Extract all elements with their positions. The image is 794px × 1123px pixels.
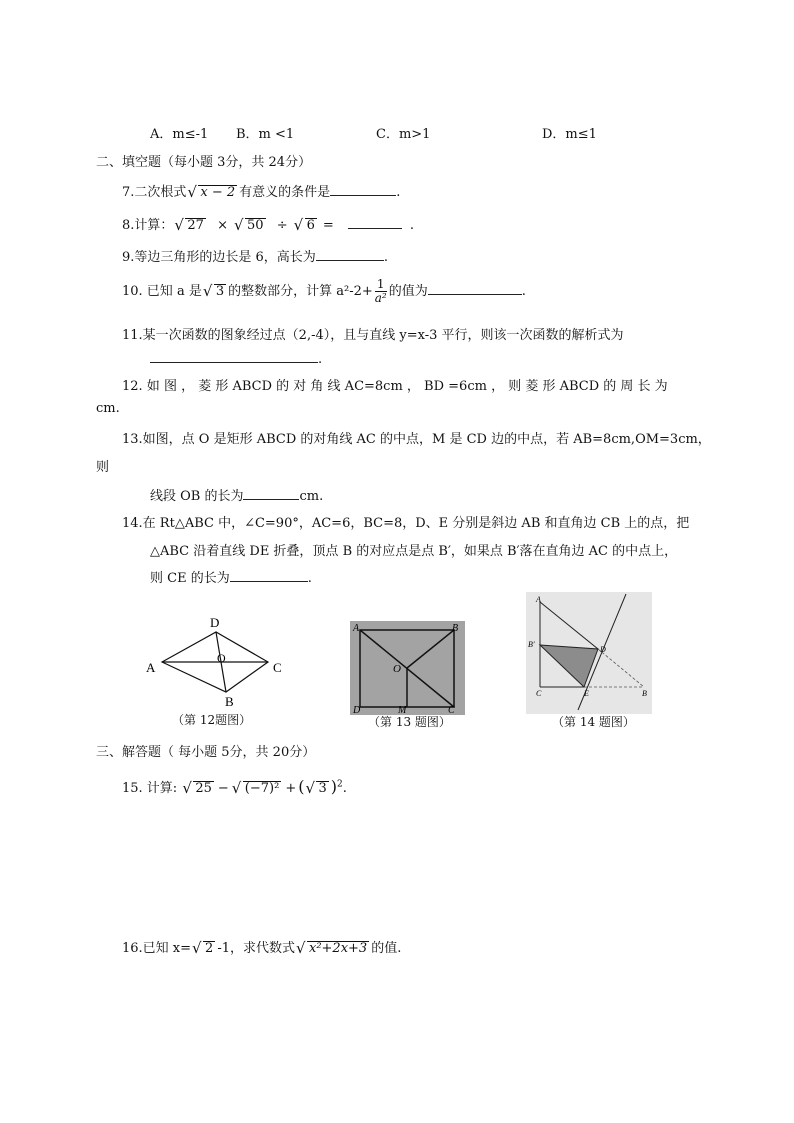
q9-text: 9.等边三角形的边长是 6，高长为 [122,250,316,265]
q15-plus: + [285,781,297,796]
question-14-line-1: 14.在 Rt△ABC 中，∠C=90°，AC=6，BC=8，D、E 分别是斜边 AB 和直角边 CB 上的点，把 [122,516,690,531]
figure-14-caption: （第 14 题图） [552,715,635,729]
q7-end: . [396,185,401,200]
q10-answer-blank[interactable] [428,282,522,295]
section-2-title: 二、填空题（每小题 3分，共 24分） [96,155,312,170]
question-13-line-1: 13.如图，点 O 是矩形 ABCD 的对角线 AC 的中点，M 是 CD 边的中点，若 AB=8cm,OM=3cm， [122,432,711,447]
question-11-line-1: 11.某一次函数的图象经过点（2,-4），且与直线 y=x-3 平行，则该一次函数的解析式为 [122,328,624,343]
question-13-line-3 [150,485,323,504]
q7-suffix: 有意义的条件是 [239,185,331,200]
fig14-label-a: A [536,595,541,604]
fig14-label-e: E [584,689,589,698]
option-a: A．m≤-1 [150,127,209,142]
q8-eq: = [322,218,334,233]
fig12-label-b: B [225,694,234,709]
q16-radical-2: √ x²+2x+3 [297,941,369,956]
option-c: C．m>1 [376,127,431,142]
figure-14-triangle [526,592,652,714]
fig12-label-o: O [217,651,226,665]
q16-suffix: 的值. [371,941,402,956]
question-7 [122,181,400,200]
q13-answer-blank[interactable] [243,487,299,500]
q16-radical-1: √ 2 [193,941,215,956]
question-12-line-1: 12. 如 图 ， 菱 形 ABCD 的 对 角 线 AC=8cm ， BD =6cm ， 则 菱 形 ABCD 的 周 长 为 [122,379,668,394]
fig14-label-c: C [536,689,542,698]
q13-suffix: cm. [299,489,324,504]
question-9 [122,246,388,265]
q8-prefix: 8.计算： [122,218,174,233]
q14-answer-blank[interactable] [230,569,308,582]
question-14-line-3 [150,567,312,586]
question-14-line-2: △ABC 沿着直线 DE 折叠，顶点 B 的对应点是点 B′，如果点 B′落在直角边 AC 的中点上， [150,544,678,559]
q10-middle: 的整数部分，计算 a²-2+ [228,284,373,299]
q8-answer-blank[interactable] [348,216,402,229]
q8-radical-2: √ 50 [235,218,266,233]
q15-prefix: 15. 计算: [122,781,178,796]
question-8 [122,214,414,233]
q8-end: . [409,218,415,233]
q15-radical-2: √ (−7)² [233,781,282,796]
fig12-label-a: A [146,660,156,675]
fig12-label-c: C [273,660,282,675]
fig13-label-m: M [398,705,407,715]
q8-radical-1: √ 27 [175,218,206,233]
q10-suffix: 的值为 [388,284,428,299]
fig13-label-b: B [452,623,459,634]
q14-prefix: 则 CE 的长为 [150,571,230,586]
fig14-label-b: B [642,689,647,698]
q11-answer-blank[interactable] [150,350,318,363]
q10-fraction: $\frac{1}{\text{a²}}$ [374,277,387,305]
figure-12-rhombus [140,612,300,710]
q15-radical-3: √ 3 [306,781,328,796]
option-b: B．m <1 [236,127,295,142]
q15-exponent: 2 [337,779,343,790]
q15-paren-close: ) [330,777,337,796]
fig13-label-c: C [448,705,455,715]
section-3-title: 三、解答题（ 每小题 5分，共 20分） [96,745,316,760]
q15-minus: − [217,781,229,796]
figure-13-rectangle [350,621,465,715]
q10-radical: √ 3 [204,284,226,299]
q8-times: × [217,218,228,233]
q16-after: -1，求代数式 [217,941,295,956]
q16-prefix: 16.已知 x= [122,941,192,956]
fig12-label-d: D [210,615,220,630]
q7-prefix: 7.二次根式 [122,185,187,200]
q15-paren-open: ( [298,777,305,796]
q13-prefix: 线段 OB 的长为 [150,489,244,504]
q9-answer-blank[interactable] [316,248,384,261]
fig13-label-d: D [353,705,361,715]
fig13-label-o: O [393,663,401,675]
figure-13-caption: （第 13 题图） [368,715,451,729]
q10-end: . [521,284,526,299]
q15-end: . [342,781,347,796]
q8-div: ÷ [276,218,288,233]
q7-radical: √ x − 2 [188,185,237,200]
question-10 [122,278,526,305]
figure-12-caption: （第 12题图） [172,713,252,727]
q14-end: . [307,571,312,586]
q10-prefix: 10. 已知 a 是 [122,284,202,299]
q8-radical-3: √ 6 [295,218,317,233]
question-12-line-2: cm. [96,401,120,416]
q9-end: . [383,250,388,265]
question-13-line-2: 则 [96,460,110,475]
option-d: D．m≤1 [542,127,597,142]
q11-end: . [318,352,323,367]
q7-answer-blank[interactable] [330,183,396,196]
fig14-label-d: D [600,645,606,654]
question-15 [122,777,347,796]
fig13-label-a: A [353,623,360,634]
question-16 [122,937,401,956]
question-11-line-2 [150,350,322,367]
fig14-label-bprime: B′ [528,640,535,649]
q15-radical-1: √ 25 [183,781,214,796]
